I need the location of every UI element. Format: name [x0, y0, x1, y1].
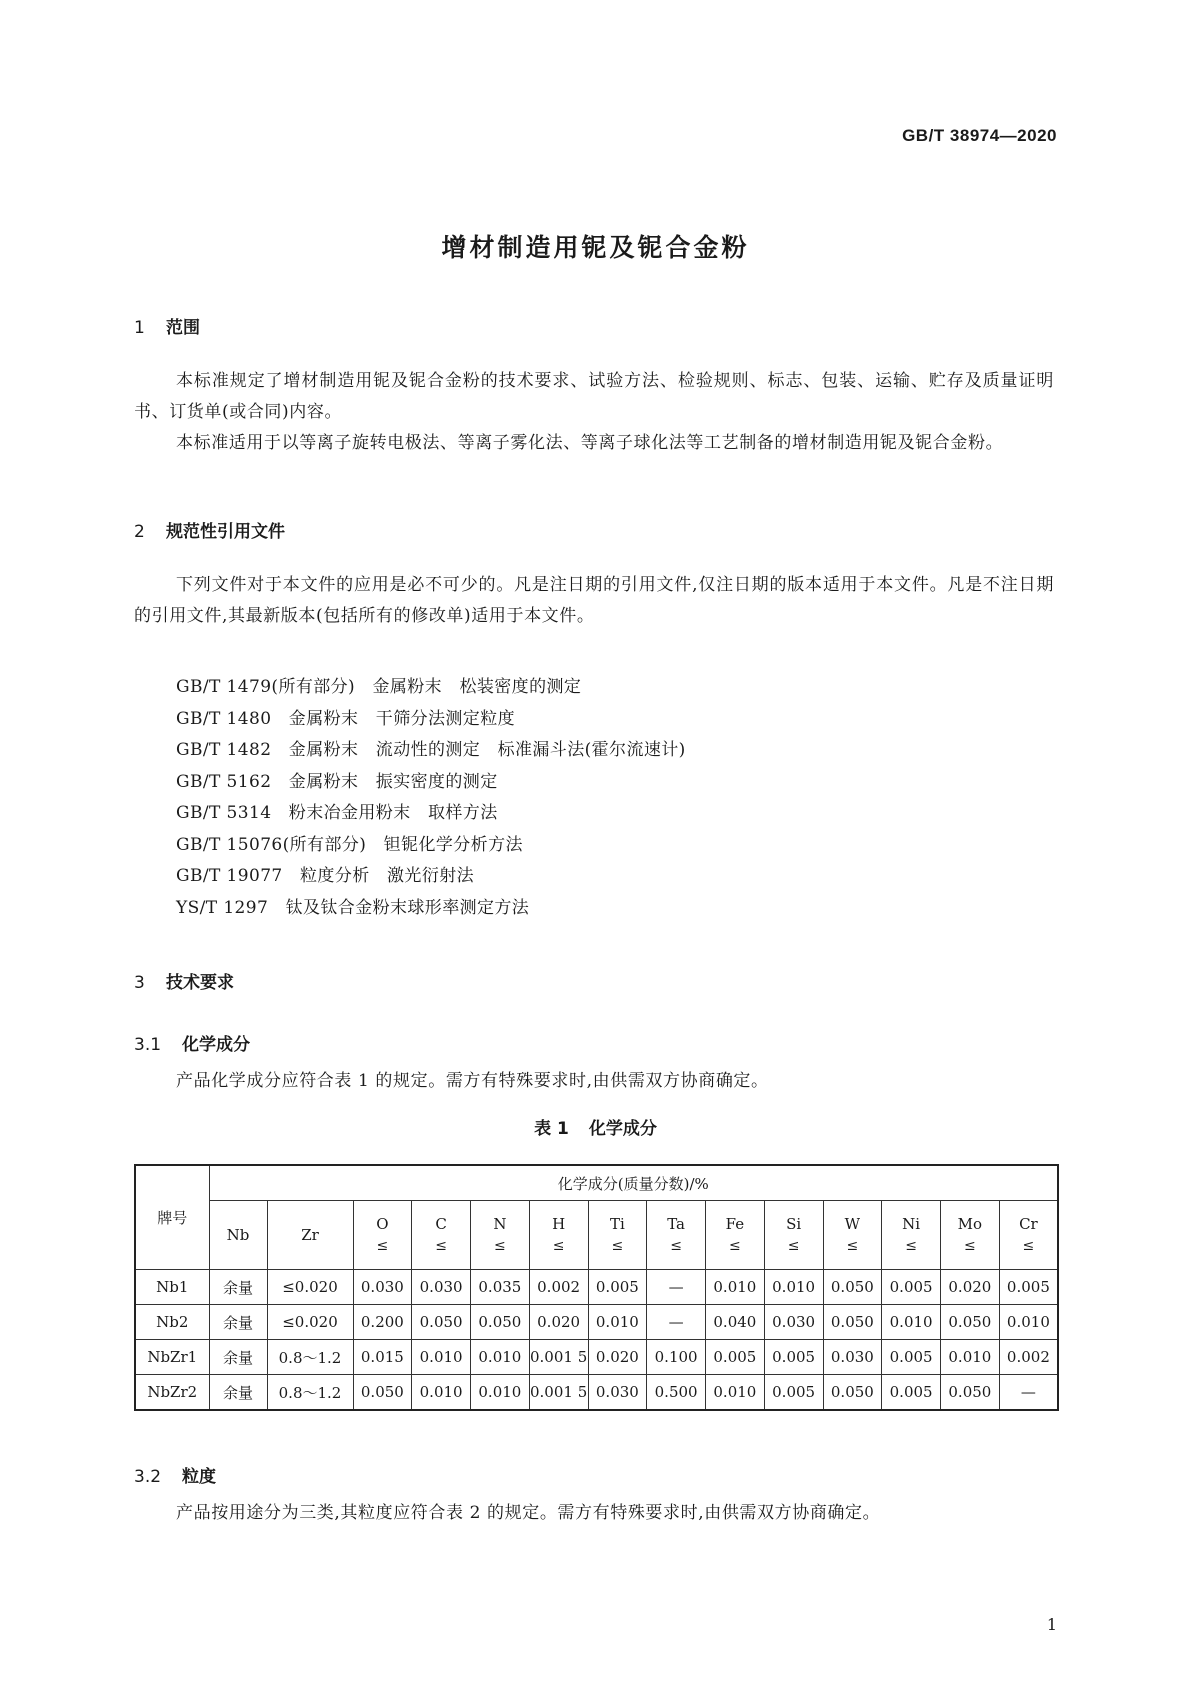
section-1-heading [134, 313, 200, 338]
table-cell: 0.010 [412, 1375, 471, 1411]
element-header [529, 1201, 588, 1270]
table-cell: 0.8～1.2 [267, 1340, 353, 1375]
table-cell: 0.010 [588, 1305, 647, 1340]
element-header [999, 1201, 1058, 1270]
table-cell: — [647, 1305, 706, 1340]
le-symbol: ≤ [670, 1238, 682, 1254]
table-cell: 0.005 [764, 1375, 823, 1411]
section-title: 范围 [166, 318, 200, 338]
table-cell: 0.010 [471, 1375, 530, 1411]
table-cell: 0.010 [471, 1340, 530, 1375]
table-cell: 0.010 [412, 1340, 471, 1375]
element-header [706, 1201, 765, 1270]
table-cell: 0.005 [882, 1340, 941, 1375]
reference-item: YS/T 1297 钛及钛合金粉末球形率测定方法 [176, 897, 530, 918]
reference-item: GB/T 1480 金属粉末 干筛分法测定粒度 [176, 708, 516, 729]
reference-item: GB/T 5314 粉末冶金用粉末 取样方法 [176, 803, 498, 823]
table-cell: 0.015 [353, 1340, 412, 1375]
table-cell: ≤0.020 [267, 1305, 353, 1340]
le-symbol: ≤ [611, 1238, 624, 1254]
table-cell: 0.010 [764, 1270, 823, 1305]
table-cell: 0.005 [706, 1340, 765, 1375]
section-1-paragraph-2: 本标准适用于以等离子旋转电极法、等离子雾化法、等离子球化法等工艺制备的增材制造用铌及铌合金粉。 [176, 433, 1004, 453]
grade-cell: Nb2 [135, 1305, 209, 1340]
page-number: 1 [1046, 1615, 1057, 1634]
table-cell: 0.010 [706, 1270, 765, 1305]
element-symbol: Cr [1019, 1215, 1038, 1233]
table-caption-title: 化学成分 [588, 1119, 657, 1139]
table-cell: 余量 [209, 1270, 267, 1305]
element-header [941, 1201, 1000, 1270]
table-cell: — [999, 1375, 1058, 1411]
table-cell: ≤0.020 [267, 1270, 353, 1305]
element-symbol: O [376, 1215, 389, 1233]
table-cell: 0.030 [412, 1270, 471, 1305]
table-row [135, 1340, 1058, 1375]
element-symbol: W [844, 1215, 861, 1233]
element-symbol: Mo [957, 1215, 983, 1233]
table-cell: 0.050 [353, 1375, 412, 1411]
le-symbol: ≤ [494, 1238, 506, 1254]
table-cell: 0.002 [529, 1270, 588, 1305]
table-cell: 0.500 [647, 1375, 706, 1411]
element-header: Zr [267, 1201, 353, 1270]
element-symbol: H [552, 1215, 566, 1233]
chemical-composition-table [134, 1164, 1059, 1411]
section-2-intro: 下列文件对于本文件的应用是必不可少的。凡是注日期的引用文件,仅注日期的版本适用于本文件。凡是不注日期的引用文件,其最新版本(包括所有的修改单)适用于本文件。 [134, 575, 1054, 626]
element-symbol: C [435, 1215, 447, 1233]
element-symbol: N [493, 1215, 507, 1233]
table-1-caption [0, 1114, 1191, 1139]
section-title: 化学成分 [182, 1035, 250, 1055]
grade-cell: NbZr1 [135, 1340, 209, 1375]
table-cell: 0.8～1.2 [267, 1375, 353, 1411]
section-title: 技术要求 [166, 973, 234, 993]
section-title: 粒度 [182, 1467, 216, 1487]
table-row [135, 1270, 1058, 1305]
table-cell: 0.050 [941, 1375, 1000, 1411]
table-cell: 0.020 [941, 1270, 1000, 1305]
section-number: 2 [134, 522, 145, 542]
table-cell: 0.030 [588, 1375, 647, 1411]
table-cell: 0.050 [823, 1270, 882, 1305]
element-header [764, 1201, 823, 1270]
table-cell: 0.020 [588, 1340, 647, 1375]
element-symbol: Si [786, 1215, 802, 1233]
table-cell: 0.030 [823, 1340, 882, 1375]
grade-cell: NbZr2 [135, 1375, 209, 1411]
table-cell: 0.200 [353, 1305, 412, 1340]
table-cell: 余量 [209, 1340, 267, 1375]
table-cell: 0.030 [764, 1305, 823, 1340]
reference-list [176, 672, 686, 924]
table-caption-label: 表 1 [534, 1119, 569, 1139]
section-number: 3 [134, 973, 145, 993]
table-cell: 0.005 [882, 1270, 941, 1305]
table-cell: 0.005 [588, 1270, 647, 1305]
table-cell: 0.010 [706, 1375, 765, 1411]
section-number: 3.1 [134, 1035, 162, 1055]
table-cell: 0.050 [412, 1305, 471, 1340]
grade-cell: Nb1 [135, 1270, 209, 1305]
table-cell: 0.010 [941, 1340, 1000, 1375]
standard-number: GB/T 38974—2020 [902, 126, 1057, 145]
le-symbol: ≤ [376, 1238, 389, 1254]
element-header [882, 1201, 941, 1270]
le-symbol: ≤ [1022, 1238, 1035, 1254]
table-cell: 0.040 [706, 1305, 765, 1340]
section-3-2-paragraph: 产品按用途分为三类,其粒度应符合表 2 的规定。需方有特殊要求时,由供需双方协商确定。 [176, 1503, 881, 1523]
table-cell: 0.030 [353, 1270, 412, 1305]
section-3-1-heading [134, 1030, 250, 1055]
table-cell: 0.035 [471, 1270, 530, 1305]
reference-item: GB/T 1479(所有部分) 金属粉末 松装密度的测定 [176, 677, 582, 697]
element-header-row [135, 1201, 1058, 1270]
table-cell: 0.020 [529, 1305, 588, 1340]
le-symbol: ≤ [905, 1238, 917, 1254]
table-cell: 0.010 [999, 1305, 1058, 1340]
table-cell: 0.050 [823, 1305, 882, 1340]
element-header [588, 1201, 647, 1270]
table-cell: 0.001 5 [529, 1375, 588, 1411]
composition-group-header: 化学成分(质量分数)/% [209, 1165, 1058, 1201]
le-symbol: ≤ [552, 1238, 565, 1254]
element-header: Nb [209, 1201, 267, 1270]
element-symbol: Ni [902, 1215, 921, 1233]
table-cell: 余量 [209, 1305, 267, 1340]
table-cell: 0.005 [764, 1340, 823, 1375]
section-title: 规范性引用文件 [166, 522, 285, 542]
table-cell: 0.050 [471, 1305, 530, 1340]
le-symbol: ≤ [435, 1238, 447, 1254]
section-3-heading [134, 968, 234, 993]
reference-item: GB/T 1482 金属粉末 流动性的测定 标准漏斗法(霍尔流速计) [176, 740, 686, 760]
element-header [647, 1201, 706, 1270]
table-cell: 余量 [209, 1375, 267, 1411]
element-symbol: Ta [667, 1215, 686, 1233]
table-cell: 0.001 5 [529, 1340, 588, 1375]
grade-header: 牌号 [135, 1165, 209, 1270]
section-3-2-heading [134, 1462, 216, 1487]
element-header [353, 1201, 412, 1270]
document-title: 增材制造用铌及铌合金粉 [441, 233, 750, 262]
table-cell: 0.010 [882, 1305, 941, 1340]
table-row [135, 1375, 1058, 1411]
element-header [823, 1201, 882, 1270]
table-cell: 0.050 [941, 1305, 1000, 1340]
table-cell: 0.005 [882, 1375, 941, 1411]
section-1-paragraph-1: 本标准规定了增材制造用铌及铌合金粉的技术要求、试验方法、检验规则、标志、包装、运输、贮存及质量证明书、订货单(或合同)内容。 [134, 371, 1054, 422]
le-symbol: ≤ [964, 1238, 976, 1254]
table-cell: — [647, 1270, 706, 1305]
element-header [412, 1201, 471, 1270]
le-symbol: ≤ [787, 1238, 800, 1254]
le-symbol: ≤ [846, 1238, 859, 1254]
element-symbol: Ti [609, 1215, 625, 1233]
table-cell: 0.002 [999, 1340, 1058, 1375]
reference-item: GB/T 5162 金属粉末 振实密度的测定 [176, 771, 498, 792]
section-number: 3.2 [134, 1467, 162, 1487]
table-row [135, 1305, 1058, 1340]
element-header [471, 1201, 530, 1270]
element-symbol: Fe [725, 1215, 745, 1233]
reference-item: GB/T 15076(所有部分) 钽铌化学分析方法 [176, 834, 523, 855]
section-number: 1 [134, 318, 145, 338]
section-2-heading [134, 517, 285, 542]
table-header-row [135, 1165, 1058, 1201]
table-cell: 0.005 [999, 1270, 1058, 1305]
le-symbol: ≤ [729, 1238, 741, 1254]
table-cell: 0.100 [647, 1340, 706, 1375]
section-3-1-paragraph: 产品化学成分应符合表 1 的规定。需方有特殊要求时,由供需双方协商确定。 [176, 1071, 769, 1091]
table-cell: 0.050 [823, 1375, 882, 1411]
reference-item: GB/T 19077 粒度分析 激光衍射法 [176, 866, 475, 886]
